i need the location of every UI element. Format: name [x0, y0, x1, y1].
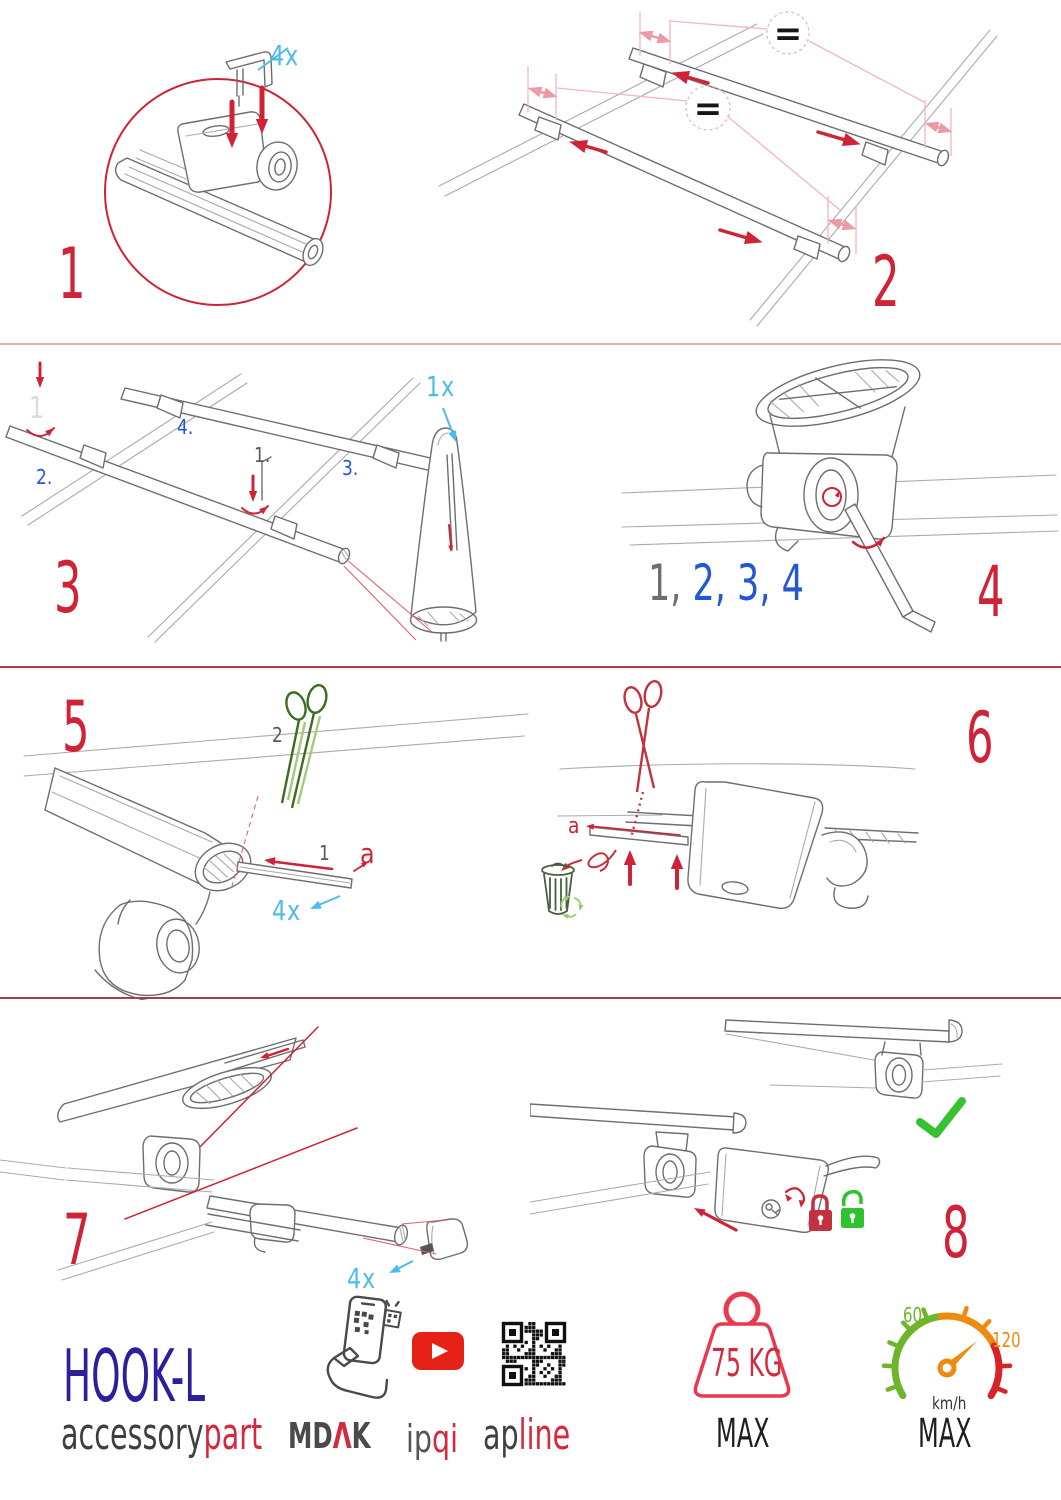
step-4-number: 4 — [977, 551, 1004, 633]
end-cap — [420, 1219, 467, 1259]
claw-hook — [822, 832, 868, 908]
equal-sign: = — [773, 14, 803, 54]
assembled-view — [725, 1020, 1002, 1098]
bar-slot-view — [58, 1027, 318, 1152]
speed-low-label: 60 — [903, 1303, 923, 1327]
step3-order3: 3. — [342, 456, 359, 480]
product-name: HOOK-L — [63, 1334, 206, 1418]
step6-dim-label: a — [568, 814, 580, 839]
equal-badge-top — [767, 12, 809, 54]
lock-open-icon — [841, 1192, 864, 1228]
step-5-number: 5 — [62, 686, 89, 768]
step-6-number: 6 — [966, 697, 993, 779]
check-icon — [920, 1101, 962, 1134]
equal-badge-mid — [686, 86, 730, 130]
zoom-circle — [105, 79, 331, 305]
qr-code — [500, 1320, 568, 1388]
rubber-strip — [590, 827, 688, 845]
clamp — [95, 892, 210, 1000]
step-7-number: 7 — [63, 1199, 90, 1281]
clamp-body — [761, 453, 897, 539]
step5-dim-label: a — [360, 837, 375, 870]
step-1-number: 1 — [58, 233, 85, 315]
step3-order4: 4. — [177, 415, 194, 439]
scissors-icon — [282, 683, 329, 808]
step-3-number: 3 — [54, 547, 81, 629]
speed-high-label: 120 — [992, 1328, 1021, 1352]
step3-ghost-label: 1 — [29, 391, 45, 426]
section-divider — [0, 997, 1061, 999]
step5-strip-label: 1 — [319, 841, 330, 865]
crossbar-rear — [629, 48, 944, 164]
step7-qty-label: 4x — [347, 1262, 377, 1295]
step-2-number: 2 — [872, 241, 899, 323]
crossbar-front — [6, 426, 346, 563]
weight-max-label: MAX — [716, 1411, 770, 1457]
ipqi-logo: ipqi — [406, 1417, 459, 1461]
weight-value: 75 KG — [711, 1341, 783, 1385]
cutoff-strip — [588, 850, 616, 871]
clip-part — [226, 52, 272, 106]
step3-order1: 1. — [254, 443, 271, 467]
phone-scan-icon — [320, 1292, 410, 1407]
step5-qty-label: 4x — [272, 894, 302, 927]
clamp-body — [178, 112, 266, 192]
step1-qty-label: 4x — [270, 39, 300, 72]
step-3-diagram — [0, 350, 620, 665]
recycle-icon — [561, 894, 582, 918]
speed-max-label: MAX — [918, 1411, 972, 1457]
mdak-logo: MDΛK — [288, 1416, 371, 1457]
speedometer-icon — [880, 1300, 1015, 1405]
step-2-diagram — [420, 0, 1061, 345]
step4-sequence: 1, 2, 3, 4 — [648, 554, 804, 612]
foot-cover — [688, 782, 823, 909]
section-divider — [0, 666, 1061, 668]
apline-logo: apline — [483, 1410, 571, 1459]
step3-order2: 2. — [36, 465, 53, 489]
trash-bin-icon — [542, 864, 574, 915]
equal-sign: = — [693, 89, 723, 129]
step5-cut-label: 2 — [272, 723, 283, 747]
crossbar-front — [519, 104, 845, 260]
brand-logo: accessorypart — [61, 1409, 263, 1460]
speed-unit-label: km/h — [932, 1394, 967, 1414]
step3-qty-label: 1x — [426, 370, 456, 403]
foot-clamp — [143, 1136, 200, 1192]
bar-endcap-view — [206, 1196, 467, 1259]
youtube-icon — [412, 1332, 464, 1370]
step-8-number: 8 — [942, 1192, 969, 1274]
step-8-diagram — [530, 1000, 1061, 1312]
